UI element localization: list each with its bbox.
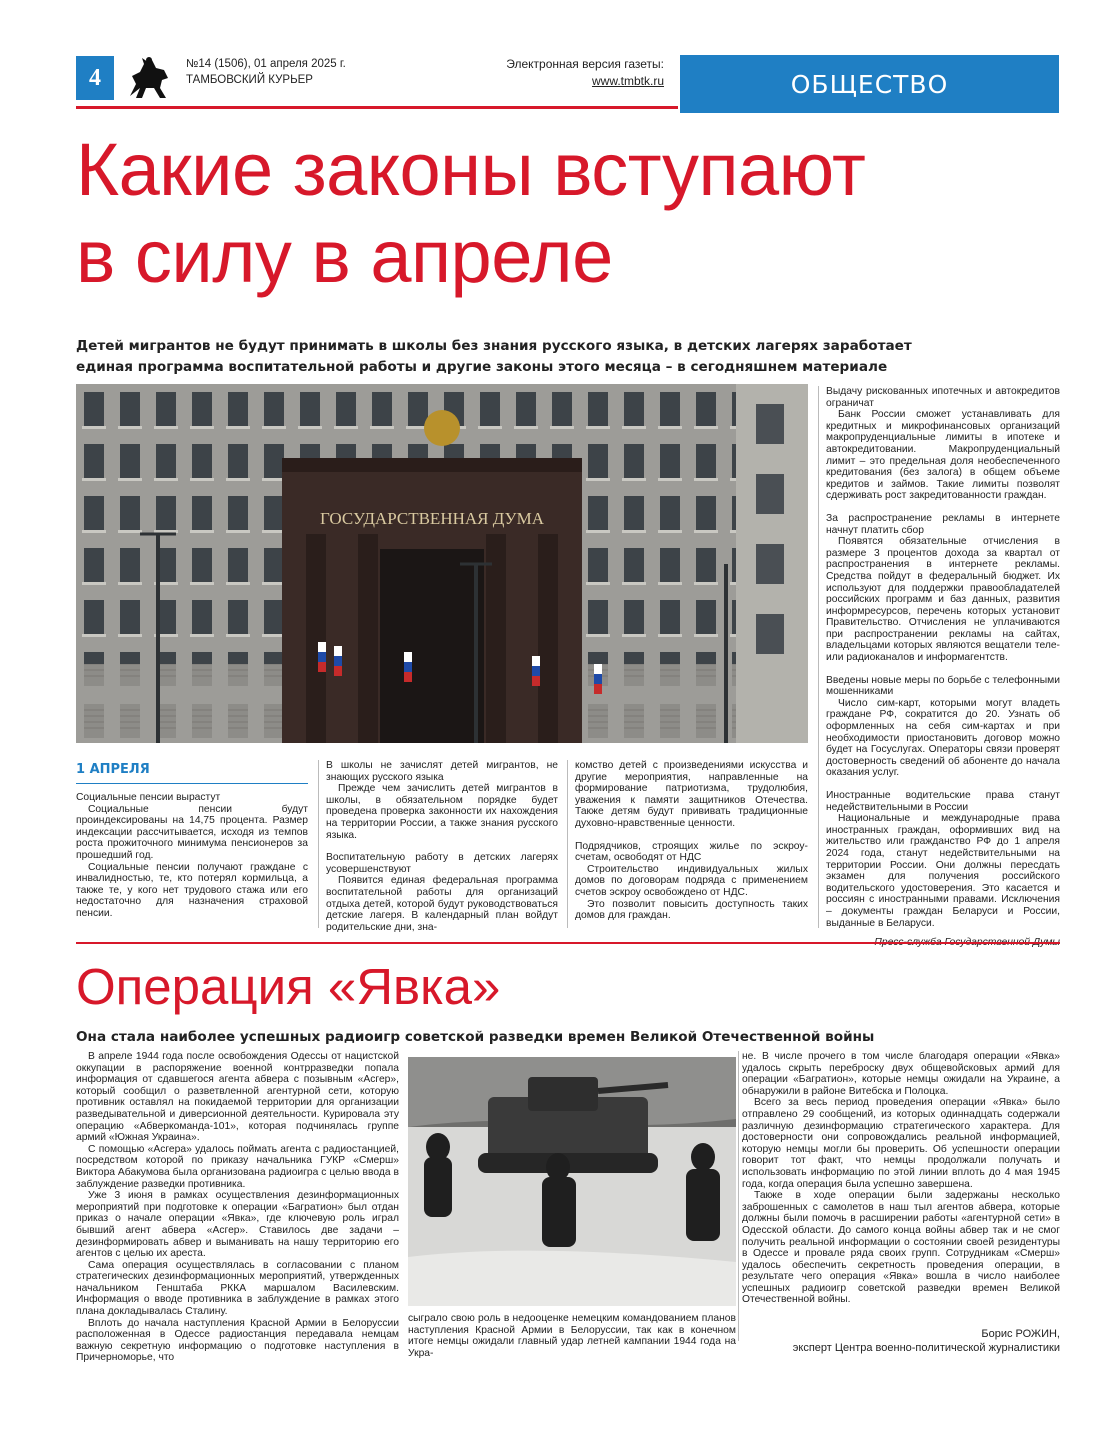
electronic-version-label: Электронная версия газеты: [506,57,664,71]
paragraph: Это позволит повысить доступность таких домов для граждан. [575,898,808,922]
lead-line: Детей мигрантов не будут принимать в школы без знания русского языка, в детских лагерях заработает [76,338,912,354]
horse-rider-logo-icon [122,54,174,102]
lead-line: единая программа воспитательной работы и другие законы этого месяца – в сегодняшнем материале [76,359,888,375]
column-divider [318,760,319,928]
paragraph: комство детей с произведениями искусства и другие мероприятия, направленные на формирование патриотизма, трудолюбия, уважения к памяти защитников Отечества. Также детям будут прививать традиционные духовно-нравственные ценности. [575,760,808,829]
article2-column-3 [742,1051,1060,1306]
article1-headline [76,126,1066,300]
paragraph: Число сим-карт, которыми могут владеть граждане РФ, сократится до 20. Узнать об оформленных на себя сим-картах и при необходимости приостановить договор можно будет на Госуслугах. Операторы связи проверят достоверность сведений об абоненте до начала оказания услуг. [826,697,1060,779]
date-heading: 1 АПРЕЛЯ [76,762,150,777]
article1-lead [76,336,936,378]
headline-line: в силу в апреле [76,215,613,298]
article2-column-2 [408,1313,736,1359]
author-name: Борис РОЖИН, [981,1328,1060,1340]
article2-headline: Операция «Явка» [76,958,501,1015]
paragraph: Национальные и международные права иностранных граждан, оформивших вид на жительство или гражданство РФ до 1 апреля 2024 года, станут недействительными на территории России. Они должны пересдать экзамен для получения российского водительского удостоверения. Это касается и россиян с иностранными правами. Исключения – документы граждан Беларуси и России, выданные в Беларуси. [826,813,1060,929]
paragraph: Также в ходе операции были задержаны несколько заброшенных с самолетов в наш тыл агентов абвера, которые должны были помочь в расширении работы «агентурной сети» в Одесской области. До самого конца войны абвер так и не смог получить реальной информации о состоянии своей резидентуры в Одессе и провале ряда своих групп. Сотрудникам «Смерш» удалось обеспечить секретность проведения операции, в результате чего операция «Явка» вошла в число наиболее успешных радиоигр советской разведки времен Великой Отечественной войны. [742,1190,1060,1306]
paragraph: Сама операция осуществлялась в согласовании с планом стратегических дезинформационных мероприятий, утвержденных начальником Генштаба РККА маршалом Василевским. Информация о вводе противника в заблуждение в рамках этого плана докладывалась Сталину. [76,1259,399,1318]
subheading: За распространение рекламы в интернете начнут платить сбор [826,512,1060,536]
photo-sign-text: ГОСУДАРСТВЕННАЯ ДУМА [320,509,544,528]
article1-column-4 [826,386,1060,949]
column-divider [738,1051,739,1341]
article2-lead: Она стала наиболее успешных радиоигр советской разведки времен Великой Отечественной войны [76,1029,875,1045]
paragraph: Прежде чем зачислить детей мигрантов в школы, в обязательном порядке будет проведена проверка законности их нахождения на территории России, а также знания русского языка. [326,783,558,841]
paragraph: Банк России сможет устанавливать для кредитных и микрофинансовых организаций макропруденциальные лимиты в ипотеке и автокредитовании. Макропруденциальный лимит – это предельная доля необеспеченного кредитования (без залога) в общем объеме кредитов и займов. Такие лимиты позволят сдерживать рост закредитованности граждан. [826,409,1060,502]
paragraph: сыграло свою роль в недооценке немецким командованием планов наступления Красной Армии в Белоруссии, так как в конечном итоге немцы ожидали главный удар летней кампании 1944 года на Укра- [408,1313,736,1359]
paper-name: ТАМБОВСКИЙ КУРЬЕР [186,74,313,86]
column-divider [567,760,568,928]
paragraph: не. В числе прочего в том числе благодаря операции «Явка» удалось скрыть переброску двух общевойсковых армий для операции «Багратион», которые немцы ожидали на Украине, а обнаружили в районе Витебска и Полоцка. [742,1051,1060,1097]
author-title: эксперт Центра военно-политической журналистики [792,1342,1060,1354]
headline-line: Какие законы вступают [76,128,866,211]
issue-info [186,56,346,88]
header-rule [76,106,678,109]
subheading: Социальные пенсии вырастут [76,792,221,803]
article-separator [76,942,1060,944]
paragraph: Социальные пенсии получают граждане с инвалидностью, те, кто потерял кормильца, а также те, у кого нет трудового стажа или его недостаточно для назначения страховой пенсии. [76,861,308,919]
paragraph: Строительство индивидуальных жилых домов по договорам подряда с применением счетов эскроу освобождено от НДС. [575,863,808,898]
page-number: 4 [76,56,114,100]
paragraph: Вплоть до начала наступления Красной Армии в Белоруссии расположенная в Одессе радиостанция передавала немцам важную секретную информацию о подготовке наступления в Причерноморье, что [76,1317,399,1364]
article1-column-2 [326,760,558,933]
state-duma-building-photo [76,384,808,743]
article1-column-1 [76,792,308,920]
paragraph: Появится единая федеральная программа воспитательной работы для организаций отдыха детей, которой будут руководствоваться детские лагеря. В календарный план войдут родительские дни, зна- [326,875,558,933]
paragraph: В апреле 1944 года после освобождения Одессы от нацистской оккупации в распоряжение военной контрразведки попала информация от сдавшегося агента абвера с позывным «Асгер», который сообщил о разветвленной агентурной сети, которую противник оставлял на покидаемой территории для организации разведывательной и диверсионной деятельности. Курировала эту операцию «Абверкоманда-101», которая подчинялась группе армий «Южная Украина». [76,1051,399,1144]
subheading: Выдачу рискованных ипотечных и автокредитов ограничат [826,386,1060,409]
subheading: В школы не зачислят детей мигрантов, не знающих русского языка [326,760,558,783]
article2-column-1 [76,1051,399,1364]
website-link[interactable]: www.tmbtk.ru [591,74,664,88]
paragraph: Появятся обязательные отчисления в размере 3 процентов дохода за квартал от распространения в интернете рекламы. Средства пойдут в федеральный бюджет. Их используют для поддержки правообладателей российских программ и баз данных, развития информресурсов, перечень которых установит Правительство. Отчисления не уплачиваются при распространении рекламы на сайтах, владельцами которых являются вещатели теле- или радиоканалов и информагентств. [826,536,1060,664]
article2-byline [740,1327,1060,1355]
subheading: Подрядчиков, строящих жилье по эскроу-счетам, освободят от НДС [575,840,808,864]
paragraph: Уже 3 июня в рамках осуществления дезинформационных мероприятий при подготовке к операции «Багратион» был отдан приказ о начале операции «Явка», где ключевую роль играл бывший агент абвера «Асгер». Ставилось две задачи – дезинформировать абвер и выманивать на нашу территорию его агентов с целью их ареста. [76,1190,399,1260]
paragraph: С помощью «Асгера» удалось поймать агента с радиостанцией, посредством которой по приказу начальника ГУКР «Смерш» Виктора Абакумова была организована радиоигра с целью ввода в заблуждение разведки противника. [76,1143,399,1190]
soldiers-winter-photo [408,1057,736,1306]
paragraph: Всего за весь период проведения операции «Явка» было отправлено 29 сообщений, из которых одиннадцать содержали различную дезинформацию стратегического характера. Для достоверности они сопровождались реальной информацией, которую немцы могли бы проверить. Об успешности операции говорит тот факт, что немцы продолжали получать и использовать информацию по этой линии вплоть до 4 мая 1945 года, когда операция была успешно завершена. [742,1097,1060,1190]
issue-number: №14 (1506), 01 апреля 2025 г. [186,58,346,70]
subheading: Воспитательную работу в детских лагерях усовершенствуют [326,852,558,875]
column-divider [818,386,819,928]
subheading: Введены новые меры по борьбе с телефонными мошенниками [826,674,1060,698]
paragraph: Социальные пенсии будут проиндексированы на 14,75 процента. Размер индексации рассчитывается, исходя из темпов роста прожиточного минимума пенсионеров за прошедший год. [76,803,308,861]
section-label: ОБЩЕСТВО [680,55,1059,113]
article1-column-3 [575,760,808,922]
subheading: Иностранные водительские права станут недействительными в России [826,790,1060,813]
date-heading-rule [76,783,308,784]
